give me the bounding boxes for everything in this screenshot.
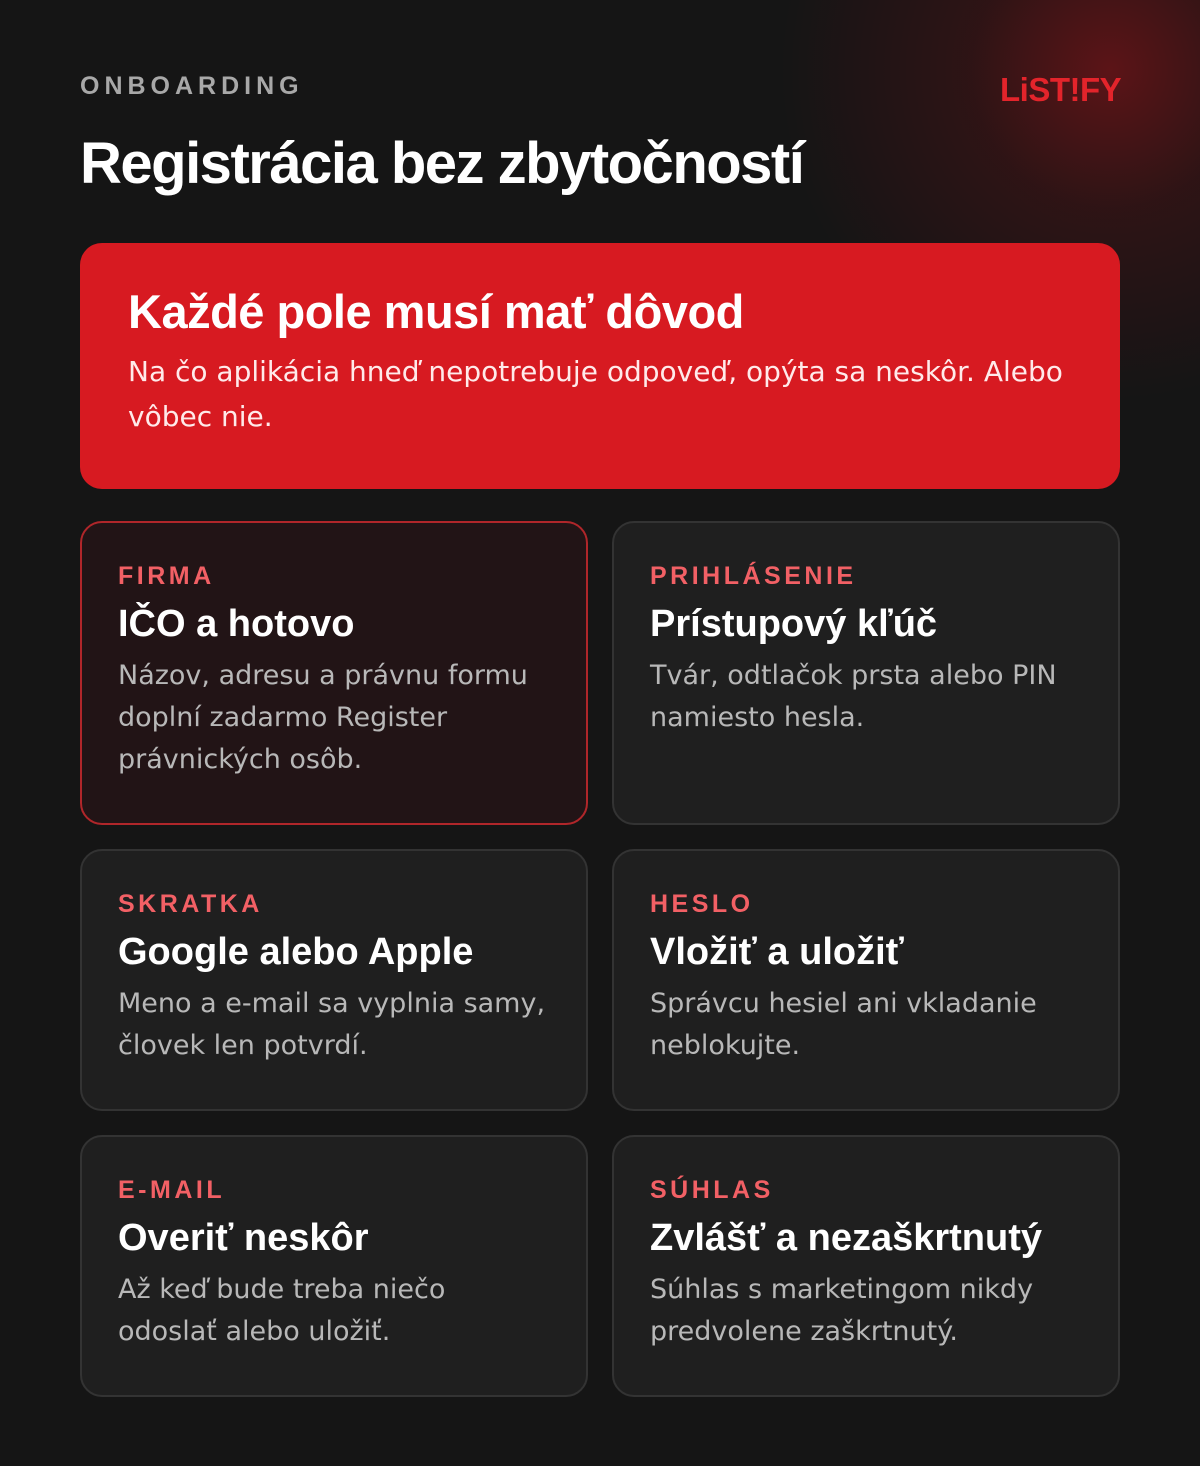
card-title: Zvlášť a nezaškrtnutý (650, 1217, 1043, 1259)
card-text: Až keď bude treba niečo odoslať alebo uložiť. (118, 1274, 446, 1347)
card-skratka (80, 849, 588, 1111)
hero-banner (80, 243, 1120, 489)
card-text: Správcu hesiel ani vkladanie neblokujte. (650, 988, 1037, 1061)
section-eyebrow: ONBOARDING (80, 72, 304, 100)
card-text: Meno a e-mail sa vyplnia samy, človek len potvrdí. (118, 988, 546, 1061)
card-title: Google alebo Apple (118, 931, 474, 973)
card-text: Názov, adresu a právnu formu doplní zadarmo Register právnických osôb. (118, 660, 528, 775)
card-firma (80, 521, 588, 825)
card-eyebrow: PRIHLÁSENIE (650, 562, 857, 590)
card-heslo (612, 849, 1120, 1111)
card-eyebrow: FIRMA (118, 562, 215, 590)
card-prihlasenie (612, 521, 1120, 825)
card-title: Vložiť a uložiť (650, 931, 904, 973)
card-title: Prístupový kľúč (650, 603, 938, 645)
page-title: Registrácia bez zbytočností (80, 131, 804, 196)
card-title: Overiť neskôr (118, 1217, 369, 1259)
card-text: Tvár, odtlačok prsta alebo PIN namiesto hesla. (650, 660, 1057, 733)
card-eyebrow: SÚHLAS (650, 1176, 774, 1204)
brand-logo: LiST!FY (1000, 71, 1122, 108)
hero-text: Na čo aplikácia hneď nepotrebuje odpoveď, opýta sa neskôr. Alebo vôbec nie. (128, 355, 1063, 433)
hero-title: Každé pole musí mať dôvod (128, 285, 744, 338)
card-eyebrow: E-MAIL (118, 1176, 226, 1204)
card-eyebrow: SKRATKA (118, 890, 263, 918)
card-email (80, 1135, 588, 1397)
card-suhlas (612, 1135, 1120, 1397)
card-title: IČO a hotovo (118, 603, 355, 645)
card-eyebrow: HESLO (650, 890, 754, 918)
card-text: Súhlas s marketingom nikdy predvolene zaškrtnutý. (650, 1274, 1034, 1347)
